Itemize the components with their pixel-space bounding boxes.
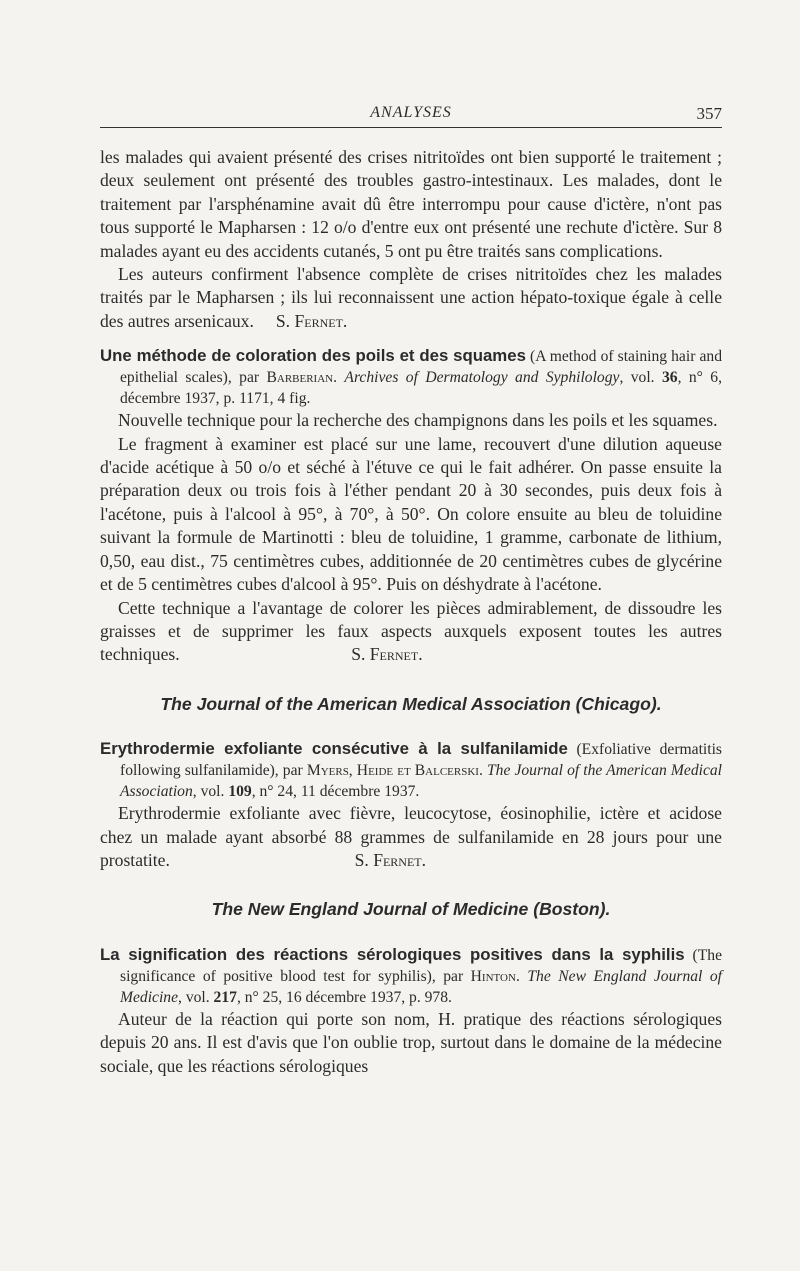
- article-2-ref-d: , n° 24, 11 décembre 1937.: [251, 783, 420, 801]
- article-3: [100, 944, 722, 1078]
- article-1-journal: Archives of Dermatology and Syphilology: [344, 369, 620, 387]
- article-3-ref-c: , vol.: [178, 988, 214, 1006]
- intro-paragraph-2-text: Les auteurs confirment l'absence complète de crises nitritoïdes chez les malades traités par le Mapharsen ; ils lui reconnaissent une action hépato-toxique égale à celle des autres arsenicaux.: [100, 264, 722, 331]
- intro-paragraph-2: [100, 263, 722, 333]
- article-1-reference: [100, 345, 722, 409]
- article-2-reference: [100, 738, 722, 802]
- article-1-ref-a: (A method of staining hair and epithelial scales), par: [120, 348, 722, 387]
- article-2-ref-c: , vol.: [192, 783, 229, 801]
- article-1-ref-d: , n° 6, décembre 1937, p. 1171, 4 fig.: [120, 369, 722, 408]
- article-3-ref-a: (The significance of positive blood test for syphilis), par: [120, 946, 722, 985]
- article-1: [100, 345, 722, 666]
- article-2-ref-a: (Exfoliative dermatitis following sulfanilamide), par: [120, 741, 722, 780]
- page-number: 357: [696, 104, 722, 123]
- article-1-title: Une méthode de coloration des poils et des squames: [100, 346, 526, 366]
- section-heading-nejm: The New England Journal of Medicine (Boston).: [211, 899, 611, 920]
- signature: S. Fernet.: [354, 849, 427, 870]
- article-3-author: Hinton: [470, 967, 516, 985]
- page-body: [100, 146, 722, 1078]
- article-2-authors: Myers, Heide et Balcerski: [306, 762, 479, 780]
- article-1-paragraph-2: Le fragment à examiner est placé sur une lame, recouvert d'une dilution aqueuse d'acide acétique à 50 o/o et séché à l'étuve ce qui le fait adhérer. On passe ensuite la préparation deux ou trois fois à l'éther pendant 20 à 30 secondes, puis deux fois à l'acétone, puis à l'alcool à 95°, à 70°, à 50°. On colore ensuite au bleu de toluidine suivant la formule de Martinotti : bleu de toluidine, 1 gramme, carbonate de lithium, 0,50, eau dist., 75 centimètres cubes, additionnée de 20 centimètres cubes de glycérine et de 5 centimètres cubes d'alcool à 95°. Puis on déshydrate à l'acétone.: [100, 433, 722, 595]
- article-1-ref-c: , vol.: [619, 369, 662, 387]
- signature: S. Fernet.: [351, 644, 423, 665]
- header-rule: [100, 127, 722, 128]
- article-3-journal: The New England Journal of Medicine: [120, 967, 723, 1006]
- article-3-paragraph-1: Auteur de la réaction qui porte son nom, H. pratique des réactions sérologiques depuis 20 ans. Il est d'avis que l'on oublie trop, surtout dans le domaine de la médecine sociale, que les réactions sérologiques: [100, 1008, 722, 1076]
- article-3-ref-d: , n° 25, 16 décembre 1937, p. 978.: [236, 988, 452, 1006]
- article-2: [100, 738, 722, 872]
- section-heading-jama: The Journal of the American Medical Association (Chicago).: [160, 693, 662, 714]
- running-title: ANALYSES: [370, 104, 452, 121]
- article-3-volume: 217: [213, 988, 237, 1006]
- article-3-title: La signification des réactions sérologiques positives dans la syphilis: [100, 944, 685, 964]
- article-2-journal: The Journal of the American Medical Association: [120, 762, 722, 801]
- intro-paragraph-1: les malades qui avaient présenté des crises nitritoïdes ont bien supporté le traitement ; deux seulement ont présenté des troubles gastro-intestinaux. Les malades, dont le traitement par l'arsphénamine avait dû être interrompu pour cause d'ictère, n'ont pas tous supporté le Mapharsen : 12 o/o d'entre eux ont présenté une rechute d'ictère. Sur 8 malades ayant eu des accidents cutanés, 5 ont pu être traités sans complications.: [100, 147, 722, 261]
- article-1-paragraph-1: Nouvelle technique pour la recherche des champignons dans les poils et les squames.: [118, 410, 718, 431]
- article-1-author: Barberian: [266, 369, 334, 387]
- article-1-volume: 36: [661, 369, 678, 387]
- article-3-reference: [100, 944, 722, 1008]
- article-1-paragraph-3: [100, 597, 722, 667]
- signature: S. Fernet.: [275, 310, 348, 331]
- article-2-paragraph-1: [100, 802, 722, 872]
- article-2-paragraph-1-text: Erythrodermie exfoliante avec fièvre, leucocytose, éosinophilie, ictère et acidose chez un malade ayant absorbé 88 grammes de sulfanilamide en 28 jours pour une prostatite.: [100, 803, 722, 870]
- article-1-ref-b: .: [333, 369, 345, 387]
- article-3-ref-b: .: [515, 967, 528, 985]
- article-1-paragraph-3-text: Cette technique a l'avantage de colorer les pièces admirablement, de dissoudre les graisses et de supprimer les faux aspects auxquels exposent toutes les autres techniques.: [100, 597, 722, 665]
- article-2-volume: 109: [228, 783, 252, 801]
- article-2-title: Erythrodermie exfoliante consécutive à la sulfanilamide: [100, 739, 568, 759]
- running-header: [100, 100, 722, 128]
- article-2-ref-b: .: [478, 762, 487, 780]
